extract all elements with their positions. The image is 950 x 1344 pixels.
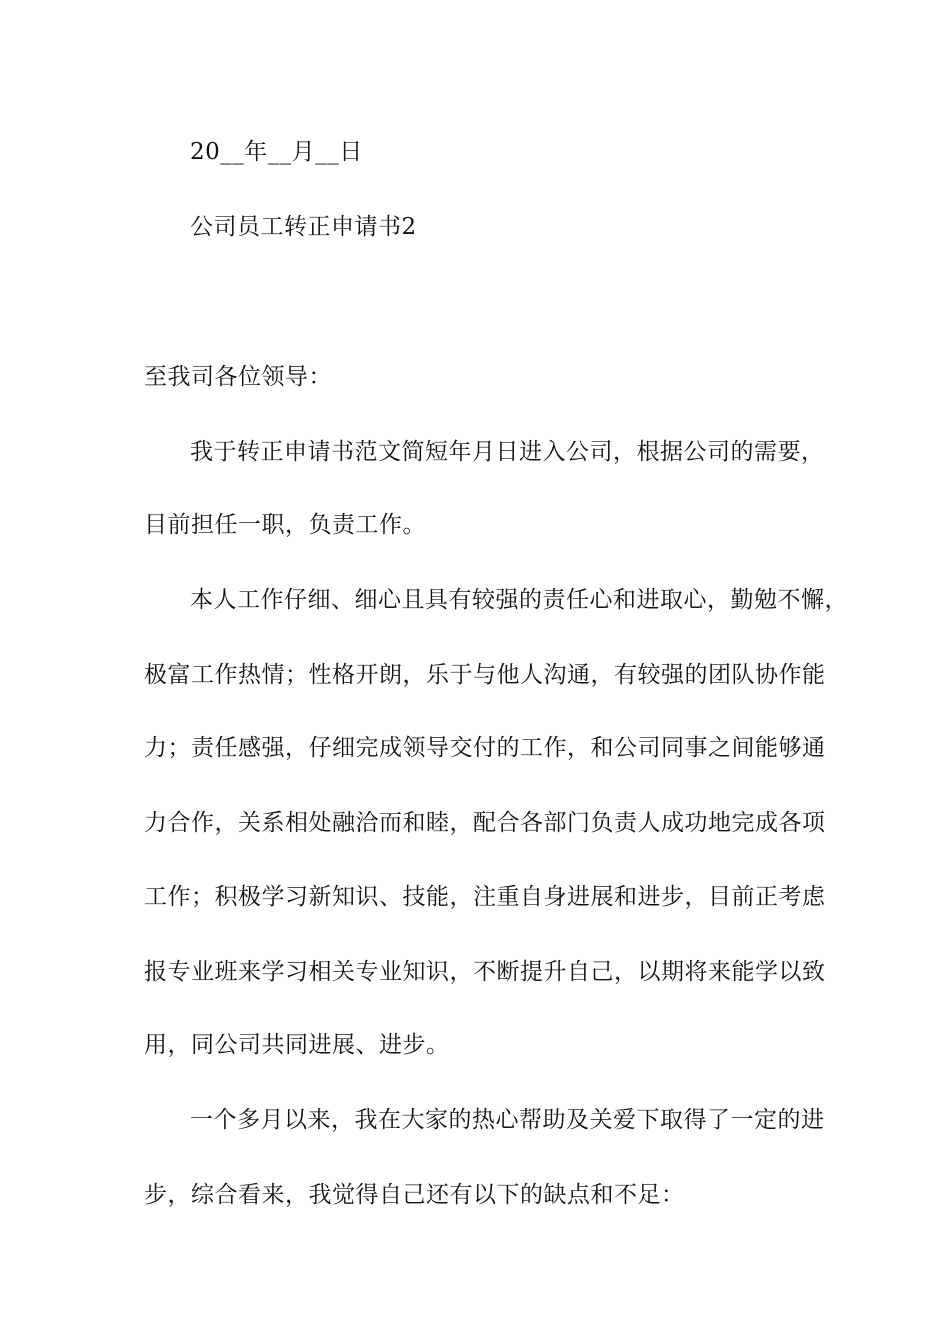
- paragraph-line: 工作；积极学习新知识、技能，注重自身进展和进步，目前正考虑: [144, 884, 826, 910]
- paragraph-line: 极富工作热情；性格开朗，乐于与他人沟通，有较强的团队协作能: [144, 662, 826, 688]
- paragraph-line: 力合作，关系相处融洽而和睦，配合各部门负责人成功地完成各项: [144, 810, 826, 836]
- paragraph-line: 用，同公司共同进展、进步。: [144, 1032, 450, 1058]
- paragraph-line: 一个多月以来，我在大家的热心帮助及关爱下取得了一定的进: [190, 1107, 825, 1133]
- paragraph-line: 目前担任一职，负责工作。: [144, 512, 426, 538]
- document-title: 公司员工转正申请书2: [190, 214, 417, 240]
- paragraph-line: 步，综合看来，我觉得自己还有以下的缺点和不足：: [144, 1182, 685, 1208]
- paragraph-line: 我于转正申请书范文简短年月日进入公司，根据公司的需要，: [190, 439, 825, 465]
- salutation: 至我司各位领导：: [144, 364, 332, 390]
- paragraph-line: 本人工作仔细、细心且具有较强的责任心和进取心，勤勉不懈，: [190, 587, 848, 613]
- paragraph-line: 力；责任感强，仔细完成领导交付的工作，和公司同事之间能够通: [144, 735, 826, 761]
- date-line: 20__年__月__日: [190, 139, 363, 165]
- paragraph-line: 报专业班来学习相关专业知识，不断提升自己，以期将来能学以致: [144, 959, 826, 985]
